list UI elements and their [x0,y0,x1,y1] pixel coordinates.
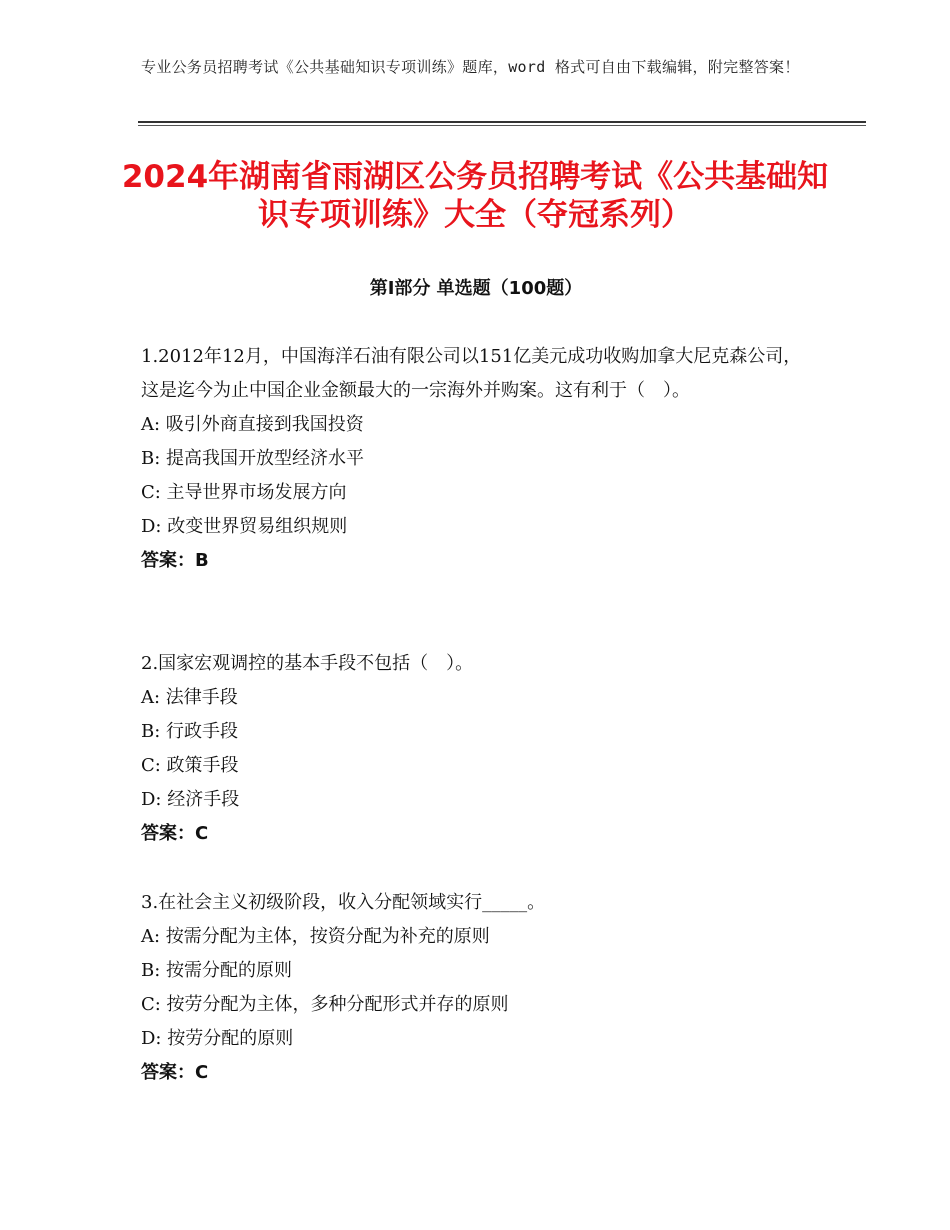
option-c: C: 政策手段 [141,755,239,776]
header-divider-thin [138,125,866,126]
option-c: C: 按劳分配为主体，多种分配形式并存的原则 [141,994,509,1015]
answer: 答案：B [141,550,209,571]
header-note: 专业公务员招聘考试《公共基础知识专项训练》题库，word 格式可自由下载编辑，附完整答案！ [141,58,800,76]
question-stem: 3.在社会主义初级阶段，收入分配领域实行_____。 [141,892,546,913]
section-title: 第I部分 单选题（100题） [369,278,583,299]
option-d: D: 改变世界贸易组织规则 [141,516,348,537]
question-stem: 2.国家宏观调控的基本手段不包括（ ）。 [141,653,474,674]
option-b: B: 按需分配的原则 [141,960,293,981]
option-a: A: 吸引外商直接到我国投资 [141,414,364,435]
option-b: B: 提高我国开放型经济水平 [141,448,365,469]
question-stem: 1.2012年12月，中国海洋石油有限公司以151亿美元成功收购加拿大尼克森公司，这是迄今为止中国企业金额最大的一宗海外并购案。这有利于（ ）。 [141,346,802,401]
answer: 答案：C [141,1062,209,1083]
option-b: B: 行政手段 [141,721,239,742]
option-a: A: 按需分配为主体，按资分配为补充的原则 [141,926,490,947]
answer: 答案：C [141,823,209,844]
option-c: C: 主导世界市场发展方向 [141,482,347,503]
document-title: 2024年湖南省雨湖区公务员招聘考试《公共基础知识专项训练》大全（夺冠系列） [121,159,829,233]
question-3 [141,886,811,1090]
header-divider [138,121,866,123]
option-d: D: 按劳分配的原则 [141,1028,294,1049]
question-1 [141,340,811,578]
option-d: D: 经济手段 [141,789,240,810]
option-a: A: 法律手段 [141,687,238,708]
question-2 [141,647,811,851]
